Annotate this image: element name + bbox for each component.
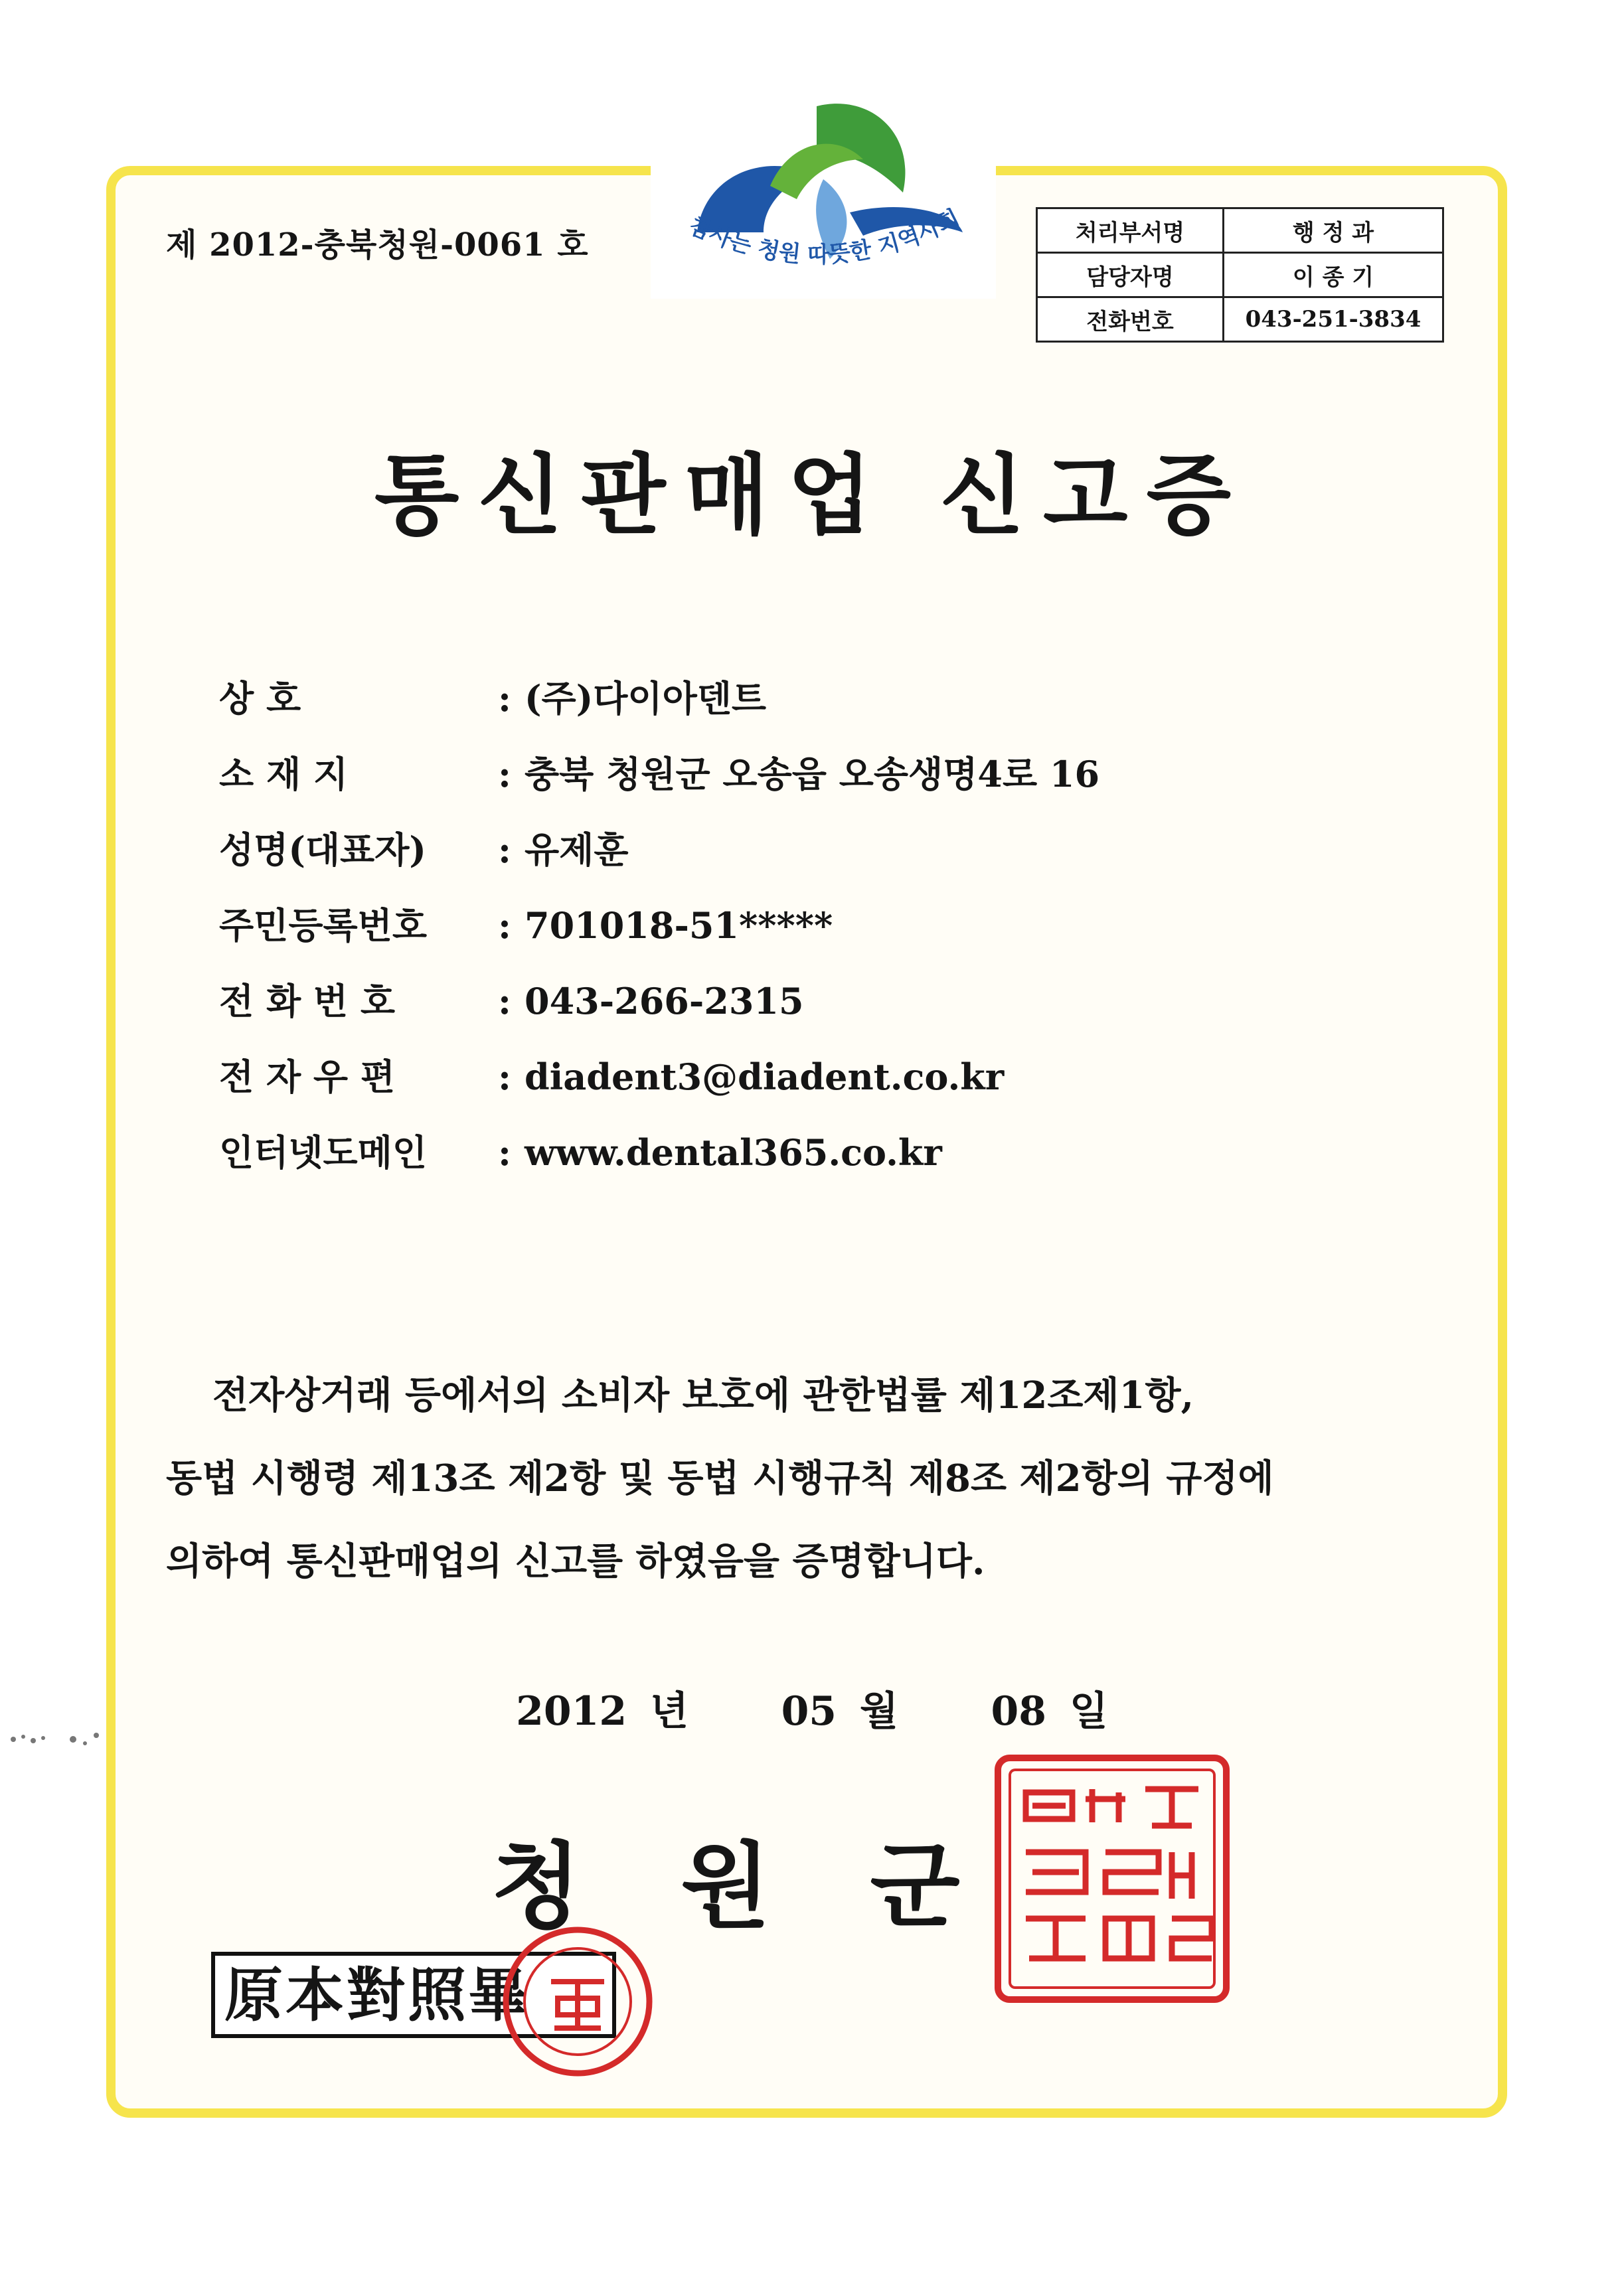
field-label [219,822,485,873]
certified-round-seal [498,1922,657,2081]
field-row-email [219,1049,1099,1125]
field-label-text: 인터넷도메인 [219,1131,427,1174]
table-row [1037,297,1443,342]
date-day: 08 [991,1688,1046,1735]
field-label-text: 소 재 지 [219,753,349,795]
field-colon: : [498,904,511,947]
field-label [219,671,485,722]
field-colon: : [498,677,511,720]
field-value: 유제훈 [525,829,629,871]
officer-label: 담당자명 [1037,253,1224,297]
field-row-phone [219,973,1099,1049]
issuer-name: 청원군 [491,1832,1060,1941]
officer-value: 이 종 기 [1224,253,1443,297]
field-label [219,1125,485,1176]
certification-statement [166,1354,1481,1603]
field-value: (주)다이아덴트 [525,677,767,720]
date-day-unit: 일 [1069,1688,1108,1735]
field-row-representative [219,822,1099,898]
date-year: 2012 [516,1688,627,1735]
field-row-resident-number [219,898,1099,973]
field-value: diadent3@diadent.co.kr [525,1056,1005,1098]
field-colon: : [498,980,511,1022]
phone-value: 043-251-3834 [1224,297,1443,342]
field-colon: : [498,829,511,871]
phone-label: 전화번호 [1037,297,1224,342]
dept-label: 처리부서명 [1037,208,1224,253]
statement-line: 동법 시행령 제13조 제2항 및 동법 시행규칙 제8조 제2항의 규정에 [166,1457,1274,1500]
original-certified-stamp: 原本對照畢 [211,1952,616,2038]
statement-line: 전자상거래 등에서의 소비자 보호에 관한법률 제12조제1항, [212,1374,1194,1417]
table-row [1037,208,1443,253]
field-value: www.dental365.co.kr [525,1131,942,1174]
field-colon: : [498,1131,511,1174]
field-colon: : [498,1056,511,1098]
field-value: 701018-51***** [525,904,833,947]
field-label [219,1049,485,1100]
document-number: 제 2012-충북청원-0061 호 [166,226,589,264]
field-label-text: 성명(대표자) [219,829,426,871]
field-label-text: 전 자 우 편 [219,1056,396,1098]
department-info-table [1036,207,1444,343]
field-label-text: 상 호 [219,677,301,720]
field-colon: : [498,753,511,795]
issue-date [0,1680,1624,1737]
official-seal-stamp [993,1753,1232,2005]
field-label-text: 주민등록번호 [219,904,427,947]
field-label [219,973,485,1024]
field-label [219,898,485,949]
field-row-company-name [219,671,1099,746]
date-year-unit: 년 [650,1688,689,1735]
field-value: 충북 청원군 오송읍 오송생명4로 16 [525,753,1100,795]
certificate-title: 통신판매업 신고증 [374,444,1250,547]
statement-line: 의하여 통신판매업의 신고를 하였음을 증명합니다. [166,1540,985,1583]
field-row-address [219,746,1099,822]
registration-fields [219,671,1099,1200]
field-label [219,746,485,797]
field-label-text: 전 화 번 호 [219,980,396,1022]
field-row-domain [219,1125,1099,1200]
emblem-slogan [664,199,969,299]
date-month-unit: 월 [859,1688,898,1735]
scan-speckle [0,1719,113,1759]
date-month: 05 [781,1688,837,1735]
field-value: 043-266-2315 [525,980,804,1022]
table-row [1037,253,1443,297]
svg-text:참사는 청원 따뜻한 지역사회: 참사는 청원 따뜻한 지역사회 [685,204,965,269]
dept-value: 행 정 과 [1224,208,1443,253]
